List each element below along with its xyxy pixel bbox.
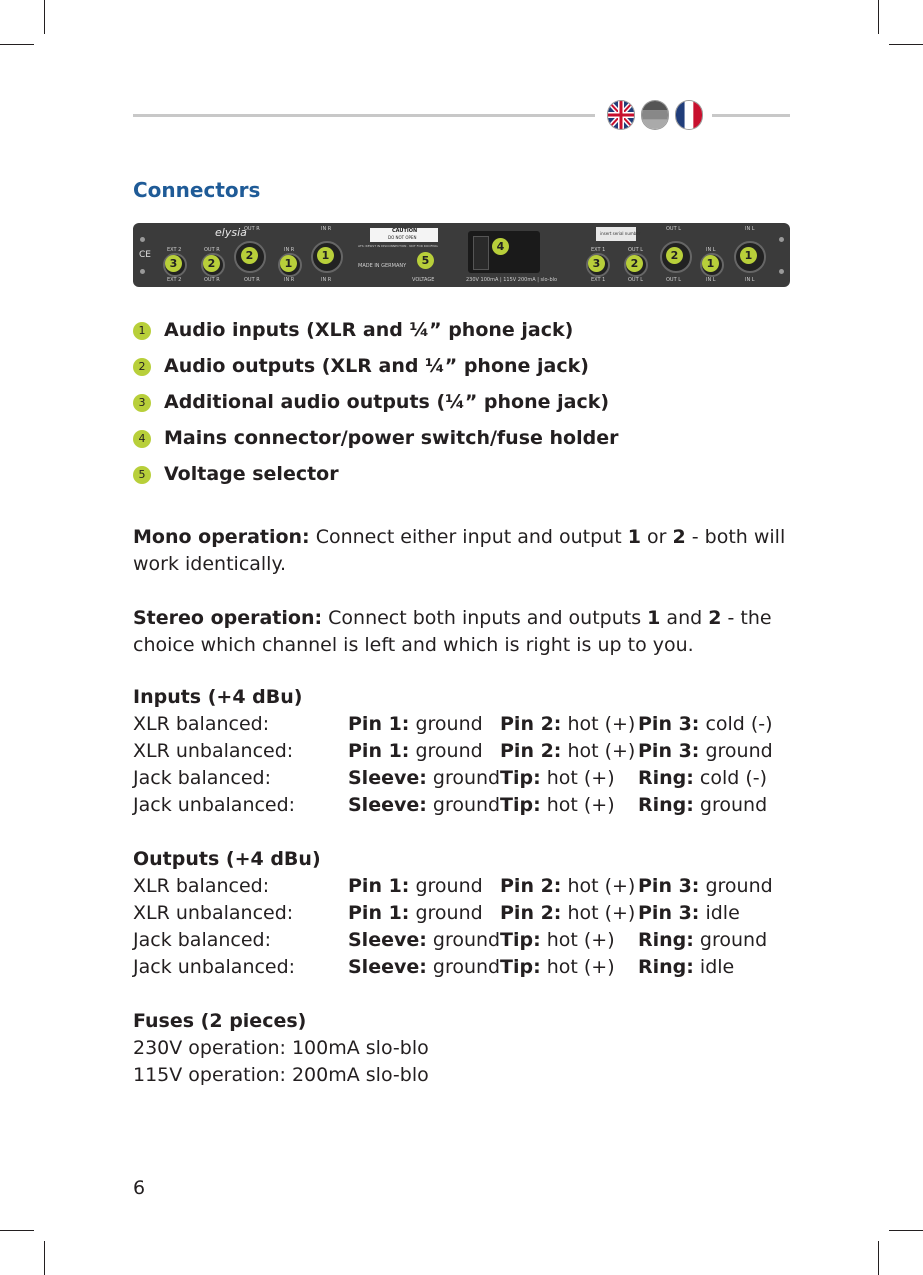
panel-badge: 2	[626, 255, 643, 272]
pin-value: hot (+)	[540, 767, 615, 789]
number-badge: 5	[133, 466, 151, 484]
label-outr-xlr-bottom: OUT R	[244, 277, 260, 283]
panel-badge: 2	[241, 247, 258, 264]
pin-key: Pin 2:	[500, 875, 562, 897]
mono-label: Mono operation:	[133, 526, 310, 548]
label-inl-bottom: IN L	[706, 277, 716, 283]
pin-key: Tip:	[500, 794, 541, 816]
number-badge: 2	[133, 358, 151, 376]
pin-value: hot (+)	[561, 875, 636, 897]
pin-key: Ring:	[638, 929, 694, 951]
screw-icon	[140, 269, 145, 274]
crop-mark	[44, 0, 45, 34]
header-rule	[133, 114, 595, 117]
list-item-text: Additional audio outputs (¼” phone jack)	[164, 391, 610, 413]
pin-key: Sleeve:	[348, 767, 427, 789]
number-badge: 3	[133, 394, 151, 412]
caution-sub: DO NOT OPEN	[388, 235, 417, 240]
pin-value: hot (+)	[561, 902, 636, 924]
stereo-num: 2	[708, 607, 722, 629]
fuses-title: Fuses (2 pieces)	[133, 1010, 307, 1032]
crop-mark	[878, 1241, 879, 1275]
pin-key: Pin 3:	[638, 740, 700, 762]
brand-logo: elysia	[215, 226, 247, 239]
made-in-label: MADE IN GERMANY	[358, 263, 407, 269]
de-flag-icon[interactable]	[642, 101, 668, 129]
list-item-text: Audio inputs (XLR and ¼” phone jack)	[164, 319, 574, 341]
pin-key: Pin 1:	[348, 902, 410, 924]
label-outr-xlr: OUT R	[244, 226, 260, 232]
crop-mark	[0, 1230, 34, 1231]
label-inr-xlr-bottom: IN R	[321, 277, 332, 283]
caution-label: CAUTION	[392, 228, 418, 234]
panel-badge: 4	[492, 238, 509, 255]
mono-text: or	[640, 526, 673, 548]
uk-flag-icon[interactable]	[608, 101, 634, 129]
pin-value: cold (-)	[693, 767, 768, 789]
pin-value: ground	[426, 929, 501, 951]
label-outl-xlr-bottom: OUT L	[666, 277, 682, 283]
pin-key: Ring:	[638, 956, 694, 978]
label-outr-bottom: OUT R	[204, 277, 220, 283]
pin-key: Pin 1:	[348, 740, 410, 762]
pin-value: ground	[409, 875, 483, 897]
outputs-title: Outputs (+4 dBu)	[133, 848, 321, 870]
pin-value: ground	[426, 767, 501, 789]
page-number: 6	[133, 1177, 146, 1199]
row-type: Jack unbalanced:	[133, 794, 296, 816]
list-item-text: Mains connector/power switch/fuse holder	[164, 427, 619, 449]
pin-key: Pin 3:	[638, 875, 700, 897]
mono-text: Connect either input and output	[309, 526, 628, 548]
fr-flag-icon[interactable]	[676, 101, 702, 129]
stereo-text: and	[660, 607, 709, 629]
label-inl-xlr: IN L	[745, 226, 755, 232]
mono-num: 1	[627, 526, 641, 548]
pin-key: Pin 2:	[500, 713, 562, 735]
pin-value: ground	[699, 740, 773, 762]
pin-value: ground	[693, 794, 768, 816]
header-rule	[712, 114, 790, 117]
serial-note: ATS: RESIST IN DISCONNECTION · NOT FOR ROOFING	[358, 244, 438, 248]
label-ext2-top: EXT 2	[167, 247, 182, 253]
stereo-text: - the choice which channel is left and which is right is up to you.	[133, 607, 772, 656]
stereo-label: Stereo operation:	[133, 607, 323, 629]
crop-mark	[44, 1241, 45, 1275]
list-item-text: Voltage selector	[164, 463, 339, 485]
crop-mark	[889, 44, 923, 45]
row-type: Jack balanced:	[133, 929, 272, 951]
pin-value: cold (-)	[699, 713, 773, 735]
screw-icon	[779, 269, 784, 274]
crop-mark	[889, 1230, 923, 1231]
panel-badge: 1	[740, 247, 757, 264]
panel-badge: 3	[588, 255, 605, 272]
label-outr-top: OUT R	[204, 247, 220, 253]
row-type: XLR balanced:	[133, 875, 270, 897]
label-outl-bottom: OUT L	[628, 277, 644, 283]
label-inr-bottom: IN R	[284, 277, 295, 283]
screw-icon	[140, 237, 145, 242]
pin-value: hot (+)	[540, 956, 615, 978]
pin-key: Sleeve:	[348, 929, 427, 951]
pin-value: ground	[409, 713, 483, 735]
row-type: Jack unbalanced:	[133, 956, 296, 978]
stereo-paragraph	[133, 605, 793, 659]
pin-value: hot (+)	[540, 929, 615, 951]
pin-value: ground	[409, 740, 483, 762]
stereo-text: Connect both inputs and outputs	[322, 607, 648, 629]
label-inr-top: IN R	[284, 247, 295, 253]
panel-badge: 1	[280, 255, 297, 272]
label-outl-xlr: OUT L	[666, 226, 682, 232]
pin-value: hot (+)	[540, 794, 615, 816]
label-ext2-bottom: EXT 2	[167, 277, 182, 283]
screw-icon	[779, 237, 784, 242]
pin-value: ground	[426, 956, 501, 978]
pin-key: Sleeve:	[348, 956, 427, 978]
panel-badge: 2	[666, 247, 683, 264]
row-type: XLR balanced:	[133, 713, 270, 735]
power-switch	[473, 236, 489, 270]
fuse-line: 115V operation: 200mA slo-blo	[133, 1064, 429, 1086]
section-title: Connectors	[133, 178, 261, 202]
label-ext1-top: EXT 1	[591, 247, 606, 253]
row-type: XLR unbalanced:	[133, 902, 294, 924]
pin-value: ground	[693, 929, 768, 951]
pin-key: Sleeve:	[348, 794, 427, 816]
pin-key: Tip:	[500, 767, 541, 789]
label-inl-xlr-bottom: IN L	[745, 277, 755, 283]
mono-paragraph	[133, 524, 793, 578]
pin-key: Pin 3:	[638, 902, 700, 924]
mono-num: 2	[672, 526, 686, 548]
pin-key: Ring:	[638, 767, 694, 789]
pin-value: ground	[699, 875, 773, 897]
pin-key: Pin 1:	[348, 875, 410, 897]
stereo-num: 1	[647, 607, 661, 629]
label-inl-top: IN L	[706, 247, 716, 253]
pin-value: ground	[426, 794, 501, 816]
label-inr-xlr: IN R	[321, 226, 332, 232]
number-badge: 4	[133, 430, 151, 448]
row-type: XLR unbalanced:	[133, 740, 294, 762]
fuse-line: 230V operation: 100mA slo-blo	[133, 1037, 429, 1059]
label-ext1-bottom: EXT 1	[591, 277, 606, 283]
voltage-label: VOLTAGE	[412, 277, 435, 283]
pin-key: Pin 2:	[500, 902, 562, 924]
crop-mark	[0, 44, 34, 45]
panel-badge: 1	[317, 247, 334, 264]
pin-key: Tip:	[500, 956, 541, 978]
inputs-title: Inputs (+4 dBu)	[133, 686, 303, 708]
pin-value: idle	[699, 902, 740, 924]
pin-value: hot (+)	[561, 740, 636, 762]
pin-key: Pin 2:	[500, 740, 562, 762]
crop-mark	[878, 0, 879, 34]
label-outl-top: OUT L	[628, 247, 644, 253]
panel-badge: 2	[203, 255, 220, 272]
panel-badge: 5	[417, 252, 434, 269]
pin-key: Pin 3:	[638, 713, 700, 735]
pin-key: Tip:	[500, 929, 541, 951]
pin-value: idle	[693, 956, 735, 978]
pin-key: Pin 1:	[348, 713, 410, 735]
fuse-label: 230V 100mA | 115V 200mA | slo-blo	[466, 277, 558, 283]
pin-value: hot (+)	[561, 713, 636, 735]
serial-sticker-text: insert serial number	[600, 231, 641, 236]
pin-key: Ring:	[638, 794, 694, 816]
number-badge: 1	[133, 322, 151, 340]
mono-text: - both will work identically.	[133, 526, 786, 575]
pin-value: ground	[409, 902, 483, 924]
ce-mark: CE	[139, 250, 151, 260]
list-item-text: Audio outputs (XLR and ¼” phone jack)	[164, 355, 589, 377]
panel-badge: 1	[702, 255, 719, 272]
row-type: Jack balanced:	[133, 767, 272, 789]
panel-badge: 3	[165, 255, 182, 272]
